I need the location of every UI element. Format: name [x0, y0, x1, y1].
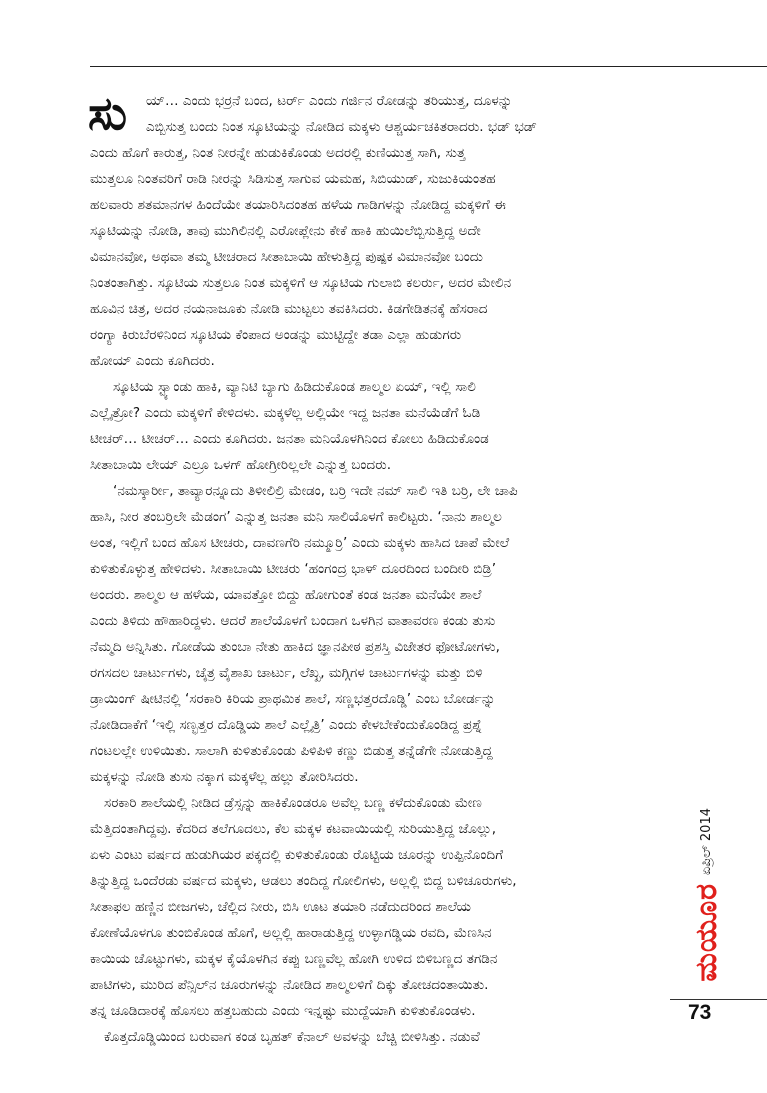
story-line: ಎಬ್ಬಿಸುತ್ತ ಬಂದು ನಿಂತ ಸ್ಕೂಟಿಯನ್ನು ನೋಡಿದ ಮಕ್ಕಳು ಆಶ್ಚರ್ಯಚಕಿತರಾದರು. ಭಡ್ ಭಡ್ — [146, 119, 537, 135]
story-line: ಸ್ಕೂಟಿಯನ್ನು ನೋಡಿ, ತಾವು ಮುಗಿಲಿನಲ್ಲಿ ಎರೋಪ್ಲೇನು ಕೇಕೆ ಹಾಕಿ ಹುಯಿಲೆಬ್ಬಿಸುತ್ತಿದ್ದ ಅದೇ — [90, 223, 481, 239]
story-line: ‘ನಮಸ್ಕಾರ್ರೀ, ತಾವ್ಯಾರನ್ನೂದು ತಿಳೀಲಿಲ್ರಿ ಮೇಡಂ, ಬರ್ರಿ ಇದೇ ನಮ್ ಸಾಲಿ ಇತಿ ಬರ್ರಿ, ಲೇ ಚಾಪಿ — [113, 483, 518, 499]
story-line: ಕೋಣೆಯೊಳಗೂ ತುಂಬಿಕೊಂಡ ಹೊಗೆ, ಅಲ್ಲಲ್ಲಿ ಹಾರಾಡುತ್ತಿದ್ದ ಉಳ್ಳಾಗಡ್ಡಿಯ ರವದಿ, ಮೆಣಸಿನ — [90, 925, 492, 941]
story-line: ಸೀತಾಬಾಯಿ ಲೇಯ್ ಎಲ್ರೂ ಒಳಗ್ ಹೋಗ್ರೀರಿಲ್ಲಲೇ ಎನ್ನುತ್ತ ಬಂದರು. — [90, 457, 392, 473]
story-line: ಸರಕಾರಿ ಶಾಲೆಯಲ್ಲಿ ನೀಡಿದ ಡ್ರೆಸ್ಸನ್ನು ಹಾಕಿಕೊಂಡರೂ ಅವೆಲ್ಲ ಬಣ್ಣ ಕಳೆದುಕೊಂಡು ಮೇಣ — [104, 795, 482, 811]
story-line: ನೋಡಿದಾಕೆಗೆ ‘ಇಲ್ಲಿ ಸಣ್ಭತ್ತರ ದೊಡ್ಡಿಯ ಶಾಲೆ ಎಲ್ಲೈತ್ರಿ’ ಎಂದು ಕೇಳಬೇಕೆಂದುಕೊಂಡಿದ್ದ ಪ್ರಶ್ನೆ — [90, 717, 483, 733]
story-line: ಕುಳಿತುಕೊಳ್ಳುತ್ತ ಹೇಳಿದಳು. ಸೀತಾಬಾಯಿ ಟೀಚರು ‘ಹಂಗಂದ್ರ ಭಾಳ್ ದೂರದಿಂದ ಬಂದೀರಿ ಬಿಡ್ರಿ’ — [90, 561, 497, 577]
story-line: ಸ್ಕೂಟಿಯ ಸ್ಟ್ಯಾಂಡು ಹಾಕಿ, ವ್ಯಾನಿಟಿ ಬ್ಯಾಗು ಹಿಡಿದುಕೊಂಡ ಶಾಲ್ಮಲ ಏಯ್, ಇಲ್ಲಿ ಸಾಲಿ — [113, 379, 476, 395]
magazine-sidebar — [688, 808, 724, 990]
story-line: ಯ್… ಎಂದು ಭರ್ರನೆ ಬಂದ, ಟರ್ರ್ ಎಂದು ಗರ್ಜಿನ ರೋಡನ್ನು ತರಿಯುತ್ತ, ದೂಳನ್ನು — [146, 93, 513, 109]
story-line: ಗಂಟಲಲ್ಲೇ ಉಳಿಯಿತು. ಸಾಲಾಗಿ ಕುಳಿತುಕೊಂಡು ಪಿಳಿಪಿಳಿ ಕಣ್ಣು ಬಿಡುತ್ತ ತನ್ನೆಡೆಗೇ ನೋಡುತ್ತಿದ್ದ — [90, 743, 493, 759]
story-line: ಹಲವಾರು ಶತಮಾನಗಳ ಹಿಂದೆಯೇ ತಯಾರಿಸಿದಂತಹ ಹಳೆಯ ಗಾಡಿಗಳನ್ನು ನೋಡಿದ್ದ ಮಕ್ಕಳಿಗೆ ಈ — [90, 197, 506, 213]
story-line: ಕೊತ್ತದೊಡ್ಡಿಯಿಂದ ಬರುವಾಗ ಕಂಡ ಬೃಹತ್ ಕೆನಾಲ್ ಅವಳನ್ನು ಬೆಚ್ಚಿ ಬೀಳಿಸಿತ್ತು. ನಡುವೆ — [104, 1029, 480, 1045]
story-line: ಮುತ್ತಲೂ ನಿಂತವರಿಗೆ ರಾಡಿ ನೀರನ್ನು ಸಿಡಿಸುತ್ತ ಸಾಗುವ ಯಮಹ, ಸಿಬಿಯುಡ್, ಸುಜುಕಿಯಂತಹ — [90, 171, 496, 187]
story-line: ಟೀಚರ್… ಟೀಚರ್… ಎಂದು ಕೂಗಿದರು. ಜನತಾ ಮನಿಯೊಳಗಿನಿಂದ ಕೋಲು ಹಿಡಿದುಕೊಂಡ — [90, 431, 489, 447]
story-line: ರಗಸದಲ ಚಾರ್ಟುಗಳು, ಚೈತ್ರ ವೈಶಾಖ ಚಾರ್ಟು, ಲೆಖ್ಖ, ಮಗ್ಗಿಗಳ ಚಾರ್ಟುಗಳನ್ನು ಮತ್ತು ಬಿಳಿ — [90, 665, 483, 681]
drop-cap: ಸು — [88, 86, 128, 140]
story-line: ಹಾಸಿ, ನೀರ ತಂಬರ್ರಿಲೇ ಮೆಡಂಗ’ ಎನ್ನುತ್ತ ಜನತಾ ಮನಿ ಸಾಲಿಯೊಳಗೆ ಕಾಲಿಟ್ಟರು. ‘ನಾನು ಶಾಲ್ಮಲ — [90, 509, 502, 525]
story-line: ಎಲ್ಲೈತ್ರೋ? ಎಂದು ಮಕ್ಕಳಿಗೆ ಕೇಳಿದಳು. ಮಕ್ಕಳೆಲ್ಲ ಅಲ್ಲಿಯೇ ಇದ್ದ ಜನತಾ ಮನೆಯೆಡೆಗೆ ಓಡಿ — [90, 405, 481, 421]
story-line: ವಿಮಾನವೋ, ಅಥವಾ ತಮ್ಮ ಟೀಚರಾದ ಸೀತಾಬಾಯಿ ಹೇಳುತ್ತಿದ್ದ ಪುಷ್ಪಕ ವಿಮಾನವೋ ಬಂದು — [90, 249, 483, 265]
story-line: ನಿಂತಂತಾಗಿತ್ತು. ಸ್ಕೂಟಿಯ ಸುತ್ತಲೂ ನಿಂತ ಮಕ್ಕಳಿಗೆ ಆ ಸ್ಕೂಟಿಯ ಗುಲಾಬಿ ಕಲರ್ರು, ಅದರ ಮೇಲಿನ — [90, 275, 512, 291]
story-line: ಹೋಯ್ ಎಂದು ಕೂಗಿದರು. — [90, 353, 215, 369]
story-line: ಏಳು ಎಂಟು ವರ್ಷದ ಹುಡುಗಿಯರ ಪಕ್ಕದಲ್ಲಿ ಕುಳಿತುಕೊಂಡು ರೊಟ್ಟಿಯ ಚೂರನ್ನು ಉಪ್ಪಿನೊಂದಿಗೆ — [90, 847, 504, 863]
story-line: ಸೀತಾಫಲ ಹಣ್ಣಿನ ಬೀಜಗಳು, ಚೆಲ್ಲಿದ ನೀರು, ಬಿಸಿ ಊಟ ತಯಾರಿ ನಡೆದುದರಿಂದ ಶಾಲೆಯ — [90, 899, 472, 915]
story-line: ಡ್ರಾಯಿಂಗ್ ಷೀಟಿನಲ್ಲಿ ‘ಸರಕಾರಿ ಕಿರಿಯ ಪ್ರಾಥಮಿಕ ಶಾಲೆ, ಸಣ್ಣಭತ್ತರದೊಡ್ಡಿ’ ಎಂಬ ಬೋರ್ಡನ್ನು — [90, 691, 496, 707]
story-line: ನೆಮ್ಮದಿ ಅನ್ನಿಸಿತು. ಗೋಡೆಯ ತುಂಬಾ ನೇತು ಹಾಕಿದ ಜ್ಞಾನಪೀಠ ಪ್ರಶಸ್ತಿ ವಿಜೇತರ ಫೋಟೋಗಳು, — [90, 639, 500, 655]
story-line: ಕಾಯಿಯ ಚೊಟ್ಟುಗಳು, ಮಕ್ಕಳ ಕೈಯೊಳಗಿನ ಕಪ್ಪು ಬಣ್ಣವೆಲ್ಲ ಹೋಗಿ ಉಳಿದ ಬಿಳಿಬಣ್ಣದ ತಗಡಿನ — [90, 951, 498, 967]
story-body — [90, 88, 666, 1050]
story-line: ಮೆತ್ತಿದಂತಾಗಿದ್ದವು. ಕೆದರಿದ ತಲೆಗೂದಲು, ಕೆಲ ಮಕ್ಕಳ ಕಟವಾಯಿಯಲ್ಲಿ ಸುರಿಯುತ್ತಿದ್ದ ಜೊಲ್ಲು, — [90, 821, 497, 837]
story-line: ಮಕ್ಕಳನ್ನು ನೋಡಿ ತುಸು ನಕ್ಕಾಗ ಮಕ್ಕಳೆಲ್ಲ ಹಲ್ಲು ತೋರಿಸಿದರು. — [90, 769, 359, 785]
issue-date: ಏಪ್ರಿಲ್ 2014 — [698, 808, 714, 876]
footer-rule — [670, 999, 767, 1000]
story-line: ಎಂದು ತಿಳಿದು ಹೌಹಾರಿದ್ದಳು. ಆದರೆ ಶಾಲೆಯೊಳಗೆ ಬಂದಾಗ ಒಳಗಿನ ವಾತಾವರಣ ಕಂಡು ತುಸು — [90, 613, 496, 629]
story-line: ತನ್ನ ಚೂಡಿದಾರಕ್ಕೆ ಹೊಸಲು ಹತ್ತಬಹುದು ಎಂದು ಇನ್ನಷ್ಟು ಮುದ್ದೆಯಾಗಿ ಕುಳಿತುಕೊಂಡಳು. — [90, 1003, 476, 1019]
page-number: 73 — [688, 1001, 712, 1024]
story-line: ಅಂತ, ಇಲ್ಲಿಗೆ ಬಂದ ಹೊಸ ಟೀಚರು, ದಾವಣಗೆರಿ ನಮ್ಮೂರ್ರಿ’ ಎಂದು ಮಕ್ಕಳು ಹಾಸಿದ ಚಾಪೆ ಮೇಲೆ — [90, 535, 510, 551]
story-line: ತಿನ್ನುತ್ತಿದ್ದ ಒಂದೆರಡು ವರ್ಷದ ಮಕ್ಕಳು, ಆಡಲು ತಂದಿದ್ದ ಗೋಲಿಗಳು, ಅಲ್ಲಲ್ಲಿ ಬಿದ್ದ ಬಳಿಚೂರುಗಳು, — [90, 873, 517, 889]
magazine-title: ಮಯೂರ — [688, 883, 724, 982]
story-line: ರಂಗ್ಯಾ ಕಿರುಬೆರಳಿನಿಂದ ಸ್ಕೂಟಿಯ ಕೆಂಪಾದ ಅಂಡನ್ನು ಮುಟ್ಟಿದ್ದೇ ತಡಾ ಎಲ್ಲಾ ಹುಡುಗರು — [90, 327, 462, 343]
story-line: ಹೂವಿನ ಚಿತ್ರ, ಅದರ ನಯನಾಜೂಕು ನೋಡಿ ಮುಟ್ಟಲು ತವಕಿಸಿದರು. ಕಿಡಗೇಡಿತನಕ್ಕೆ ಹೆಸರಾದ — [90, 301, 488, 317]
header-rule — [90, 66, 767, 67]
story-line: ಅಂದರು. ಶಾಲ್ಮಲ ಆ ಹಳೆಯ, ಯಾವತ್ತೋ ಬಿದ್ದು ಹೋಗುಂತೆ ಕಂಡ ಜನತಾ ಮನೆಯೇ ಶಾಲೆ — [90, 587, 482, 603]
story-line: ಎಂದು ಹೊಗೆ ಕಾರುತ್ತ, ನಿಂತ ನೀರನ್ನೇ ಹುಡುಕಿಕೊಂಡು ಅದರಲ್ಲಿ ಕುಣಿಯುತ್ತ ಸಾಗಿ, ಸುತ್ತ — [90, 145, 466, 161]
story-line: ಪಾಟಿಗಳು, ಮುರಿದ ಪೆನ್ಸಿಲ್‌ನ ಚೂರುಗಳನ್ನು ನೋಡಿದ ಶಾಲ್ಮಲಳಿಗೆ ದಿಕ್ಕು ತೋಚದಂತಾಯಿತು. — [90, 977, 489, 993]
